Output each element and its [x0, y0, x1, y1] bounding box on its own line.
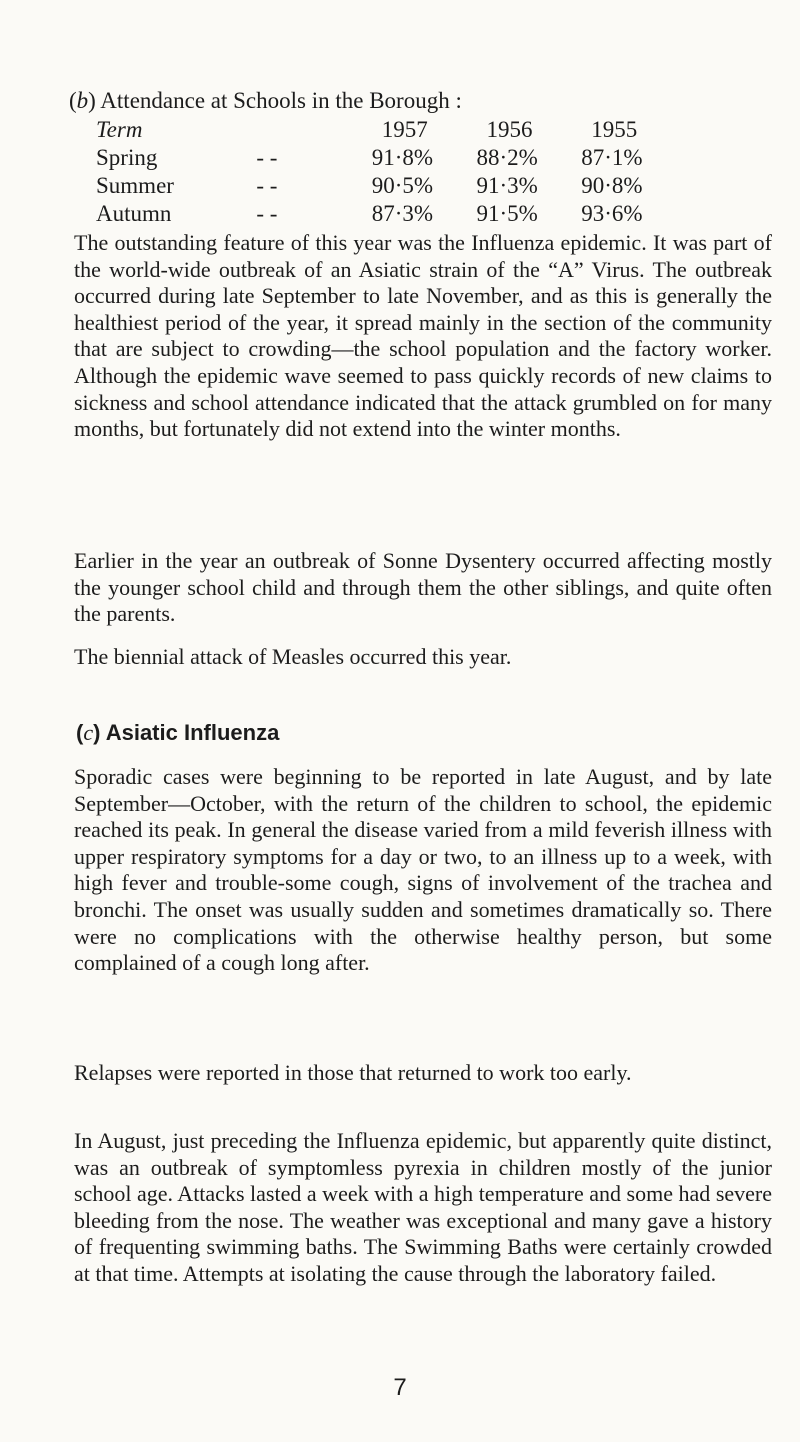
- table-header-row: [96, 116, 686, 144]
- value-cell: 93·6%: [581, 201, 643, 226]
- term-cell: Autumn: [96, 201, 172, 226]
- value-cell: 90·5%: [371, 173, 434, 198]
- section-b-heading: (b) Attendance at Schools in the Borough :: [69, 88, 462, 113]
- value-cell: 91·5%: [476, 201, 538, 226]
- table-row: [96, 144, 686, 172]
- term-cell: Summer: [96, 173, 174, 198]
- paragraph-measles: The biennial attack of Measles occurred this year.: [74, 644, 512, 669]
- term-header: Term: [96, 117, 143, 142]
- paragraph-pyrexia: In August, just preceding the Influenza epidemic, but apparently quite distinct, was an outbreak of symptomless pyrexia in children mostly of the junior school age. Attacks lasted a week with a high temperature and some had severe bleeding from the nose. The weather was exceptional and many gave a history of frequenting swimming baths. The Swimming Baths were certainly crowded at that time. Attempts at isolating the cause through the laboratory failed.: [74, 1128, 772, 1286]
- section-c-heading: (c) Asiatic Influenza: [76, 720, 280, 745]
- term-cell: Spring: [96, 145, 158, 170]
- leader-dashes: - -: [256, 201, 278, 226]
- paragraph-sonne-dysentery: Earlier in the year an outbreak of Sonne Dysentery occurred affecting mostly the younger school child and through them the other siblings, and quite often the parents.: [74, 548, 772, 627]
- year-header: 1955: [591, 117, 638, 142]
- year-header: 1957: [381, 117, 428, 142]
- attendance-table: [96, 116, 686, 228]
- paragraph-relapses: Relapses were reported in those that returned to work too early.: [74, 1060, 632, 1085]
- year-header: 1956: [486, 117, 533, 142]
- value-cell: 87·1%: [581, 145, 643, 170]
- table-row: [96, 200, 686, 228]
- value-cell: 90·8%: [581, 173, 643, 198]
- value-cell: 87·3%: [371, 201, 434, 226]
- leader-dashes: - -: [256, 173, 278, 198]
- page-number: 7: [393, 1374, 407, 1401]
- value-cell: 91·3%: [476, 173, 538, 198]
- table-row: [96, 172, 686, 200]
- paragraph-influenza-epidemic: The outstanding feature of this year was the Influenza epidemic. It was part of the world-wide outbreak of an Asiatic strain of the “A” Virus. The outbreak occurred during late September to late November, and as this is generally the healthiest period of the year, it spread mainly in the section of the community that are subject to crowding—the school population and the factory worker. Although the epidemic wave seemed to pass quickly records of new claims to sickness and school attendance indicated that the attack grumbled on for many months, but fortunately did not extend into the winter months.: [74, 230, 772, 442]
- value-cell: 91·8%: [371, 145, 434, 170]
- leader-dashes: - -: [256, 145, 278, 170]
- value-cell: 88·2%: [476, 145, 538, 170]
- paragraph-sporadic-cases: Sporadic cases were beginning to be reported in late August, and by late September—October, with the return of the children to school, the epidemic reached its peak. In general the disease varied from a mild feverish illness with upper respiratory symptoms for a day or two, to an illness up to a week, with high fever and trouble-some cough, signs of involvement of the trachea and bronchi. The onset was usually sudden and sometimes dramatically so. There were no complications with the otherwise healthy person, but some complained of a cough long after.: [74, 764, 772, 976]
